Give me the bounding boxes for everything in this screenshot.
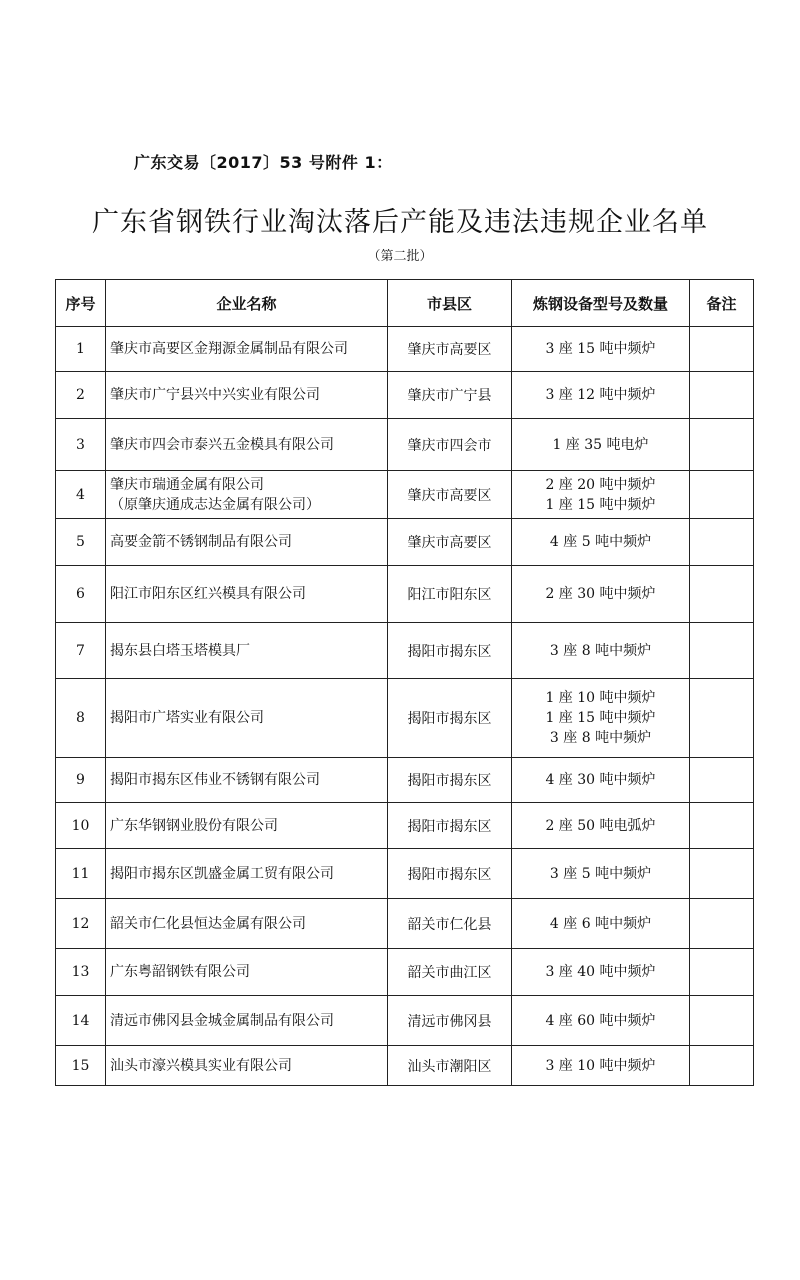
company-name: 广东粤韶钢铁有限公司 bbox=[106, 949, 388, 996]
column-header-region: 市县区 bbox=[388, 280, 512, 327]
region: 揭阳市揭东区 bbox=[388, 803, 512, 849]
company-name: 阳江市阳东区红兴模具有限公司 bbox=[106, 566, 388, 623]
note bbox=[690, 471, 754, 519]
region: 肇庆市四会市 bbox=[388, 419, 512, 471]
note bbox=[690, 849, 754, 899]
column-header-equipment: 炼钢设备型号及数量 bbox=[512, 280, 690, 327]
region: 清远市佛冈县 bbox=[388, 996, 512, 1046]
equipment-line: 3 座 5 吨中频炉 bbox=[549, 865, 652, 882]
row-index: 13 bbox=[56, 949, 106, 996]
table-row bbox=[56, 899, 754, 949]
region: 韶关市曲江区 bbox=[388, 949, 512, 996]
note bbox=[690, 372, 754, 419]
equipment-cell bbox=[512, 996, 690, 1046]
column-header-name: 企业名称 bbox=[106, 280, 388, 327]
company-name: 广东华钢钢业股份有限公司 bbox=[106, 803, 388, 849]
equipment-line: 4 座 6 吨中频炉 bbox=[549, 915, 652, 932]
row-index: 7 bbox=[56, 623, 106, 679]
document-title: 广东省钢铁行业淘汰落后产能及违法违规企业名单 bbox=[92, 207, 708, 238]
region: 揭阳市揭东区 bbox=[388, 679, 512, 758]
equipment-cell bbox=[512, 327, 690, 372]
company-name: 揭阳市揭东区伟业不锈钢有限公司 bbox=[106, 758, 388, 803]
company-name: 高要金箭不锈钢制品有限公司 bbox=[106, 519, 388, 566]
row-index: 4 bbox=[56, 471, 106, 519]
equipment-cell bbox=[512, 679, 690, 758]
equipment-line: 1 座 10 吨中频炉 bbox=[545, 690, 656, 706]
table-row bbox=[56, 996, 754, 1046]
region: 揭阳市揭东区 bbox=[388, 758, 512, 803]
equipment-cell bbox=[512, 849, 690, 899]
company-name: 肇庆市四会市泰兴五金模具有限公司 bbox=[106, 419, 388, 471]
row-index: 10 bbox=[56, 803, 106, 849]
equipment-line: 4 座 30 吨中频炉 bbox=[545, 772, 656, 788]
note bbox=[690, 623, 754, 679]
equipment-cell bbox=[512, 803, 690, 849]
equipment-cell bbox=[512, 372, 690, 419]
company-name: 汕头市濠兴模具实业有限公司 bbox=[106, 1046, 388, 1086]
row-index: 3 bbox=[56, 419, 106, 471]
row-index: 5 bbox=[56, 519, 106, 566]
equipment-line: 3 座 15 吨中频炉 bbox=[545, 341, 656, 357]
equipment-line: 3 座 10 吨中频炉 bbox=[545, 1057, 656, 1074]
note bbox=[690, 949, 754, 996]
table-row bbox=[56, 949, 754, 996]
row-index: 12 bbox=[56, 899, 106, 949]
region: 汕头市潮阳区 bbox=[388, 1046, 512, 1086]
equipment-line: 4 座 60 吨中频炉 bbox=[545, 1012, 656, 1029]
equipment-cell bbox=[512, 949, 690, 996]
table-body bbox=[56, 327, 754, 1086]
note bbox=[690, 803, 754, 849]
column-header-note: 备注 bbox=[690, 280, 754, 327]
equipment-line: 2 座 20 吨中频炉 bbox=[545, 476, 656, 493]
equipment-cell bbox=[512, 1046, 690, 1086]
row-index: 11 bbox=[56, 849, 106, 899]
region: 揭阳市揭东区 bbox=[388, 623, 512, 679]
equipment-line: 3 座 8 吨中频炉 bbox=[549, 642, 652, 659]
equipment-line: 3 座 8 吨中频炉 bbox=[549, 730, 652, 746]
row-index: 15 bbox=[56, 1046, 106, 1086]
company-name: 揭阳市揭东区凯盛金属工贸有限公司 bbox=[106, 849, 388, 899]
column-header-index: 序号 bbox=[56, 280, 106, 327]
document-subtitle: （第二批） bbox=[367, 249, 433, 264]
note bbox=[690, 327, 754, 372]
region: 肇庆市高要区 bbox=[388, 519, 512, 566]
region: 肇庆市广宁县 bbox=[388, 372, 512, 419]
company-name: 肇庆市广宁县兴中兴实业有限公司 bbox=[106, 372, 388, 419]
table-header-row bbox=[56, 280, 754, 327]
equipment-cell bbox=[512, 566, 690, 623]
equipment-cell bbox=[512, 471, 690, 519]
company-name: 揭阳市广塔实业有限公司 bbox=[106, 679, 388, 758]
equipment-cell bbox=[512, 899, 690, 949]
table-row bbox=[56, 623, 754, 679]
equipment-cell bbox=[512, 419, 690, 471]
row-index: 14 bbox=[56, 996, 106, 1046]
row-index: 8 bbox=[56, 679, 106, 758]
table-row bbox=[56, 419, 754, 471]
row-index: 2 bbox=[56, 372, 106, 419]
region: 揭阳市揭东区 bbox=[388, 849, 512, 899]
table-row bbox=[56, 1046, 754, 1086]
note bbox=[690, 1046, 754, 1086]
row-index: 6 bbox=[56, 566, 106, 623]
equipment-line: 2 座 50 吨电弧炉 bbox=[545, 817, 656, 834]
note bbox=[690, 899, 754, 949]
equipment-line: 2 座 30 吨中频炉 bbox=[545, 586, 656, 602]
row-index: 9 bbox=[56, 758, 106, 803]
note bbox=[690, 996, 754, 1046]
note bbox=[690, 419, 754, 471]
table-row bbox=[56, 372, 754, 419]
company-name: 肇庆市高要区金翔源金属制品有限公司 bbox=[106, 327, 388, 372]
note bbox=[690, 519, 754, 566]
row-index: 1 bbox=[56, 327, 106, 372]
table-row bbox=[56, 803, 754, 849]
table-row bbox=[56, 327, 754, 372]
company-name: 揭东县白塔玉塔模具厂 bbox=[106, 623, 388, 679]
region: 韶关市仁化县 bbox=[388, 899, 512, 949]
enterprise-table bbox=[55, 279, 754, 1086]
table-row bbox=[56, 849, 754, 899]
equipment-line: 1 座 35 吨电炉 bbox=[552, 436, 649, 453]
company-name: 韶关市仁化县恒达金属有限公司 bbox=[106, 899, 388, 949]
equipment-line: 1 座 15 吨中频炉 bbox=[545, 710, 656, 726]
table-row bbox=[56, 679, 754, 758]
equipment-line: 1 座 15 吨中频炉 bbox=[545, 496, 656, 513]
region: 阳江市阳东区 bbox=[388, 566, 512, 623]
equipment-cell bbox=[512, 519, 690, 566]
equipment-line: 4 座 5 吨中频炉 bbox=[549, 534, 652, 550]
equipment-cell bbox=[512, 758, 690, 803]
note bbox=[690, 679, 754, 758]
company-name: 肇庆市瑞通金属有限公司 （原肇庆通成志达金属有限公司） bbox=[106, 471, 388, 519]
equipment-line: 3 座 12 吨中频炉 bbox=[545, 387, 656, 403]
table-row bbox=[56, 519, 754, 566]
note bbox=[690, 566, 754, 623]
table-row bbox=[56, 471, 754, 519]
region: 肇庆市高要区 bbox=[388, 327, 512, 372]
equipment-line: 3 座 40 吨中频炉 bbox=[545, 964, 656, 980]
table-row bbox=[56, 758, 754, 803]
note bbox=[690, 758, 754, 803]
region: 肇庆市高要区 bbox=[388, 471, 512, 519]
attachment-label: 广东交易〔2017〕53 号附件 1： bbox=[134, 153, 393, 172]
table-row bbox=[56, 566, 754, 623]
company-name: 清远市佛冈县金城金属制品有限公司 bbox=[106, 996, 388, 1046]
equipment-cell bbox=[512, 623, 690, 679]
